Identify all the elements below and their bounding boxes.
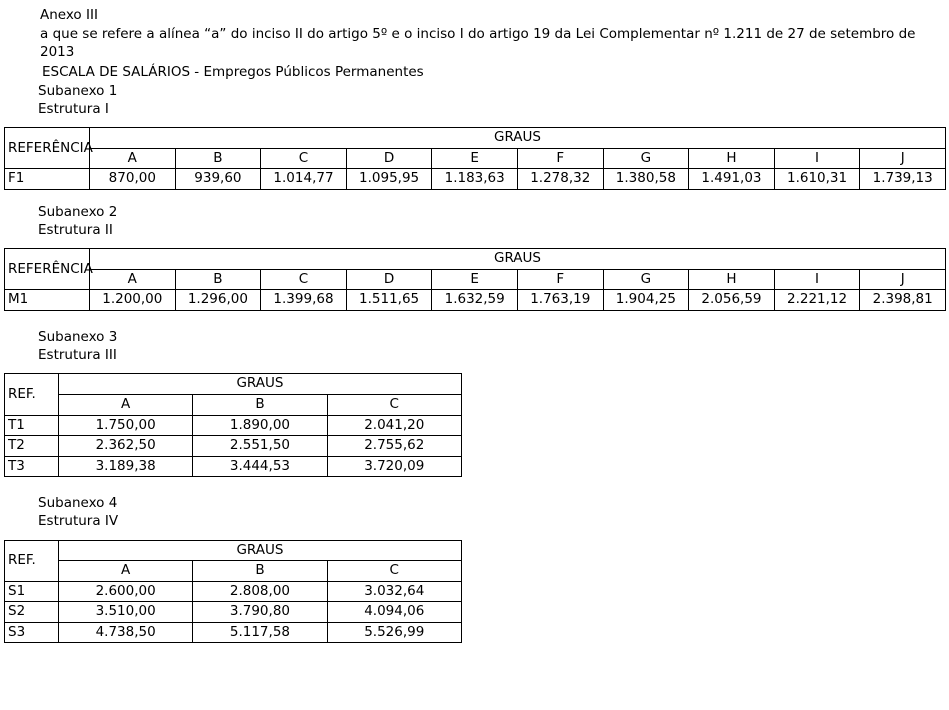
document-header [0, 0, 949, 81]
table-row [5, 169, 946, 190]
salary-cell: 1.200,00 [90, 290, 176, 311]
salary-table-4 [4, 540, 462, 644]
salary-table-3-wrapper [0, 373, 949, 477]
salary-cell: 2.362,50 [59, 436, 193, 457]
table-row [5, 269, 946, 290]
annex-subtitle: ESCALA DE SALÁRIOS - Empregos Públicos Permanentes [42, 63, 424, 80]
ref-header-3: REF. [5, 374, 59, 415]
salary-cell: 870,00 [90, 169, 176, 190]
grade-header: C [261, 269, 347, 290]
salary-cell: 3.444,53 [193, 456, 327, 477]
graus-header-1: GRAUS [90, 128, 946, 149]
graus-header-3: GRAUS [59, 374, 462, 395]
grade-header: B [175, 148, 261, 169]
row-ref: T2 [5, 436, 59, 457]
ref-header-2: REFERÊNCIA [5, 249, 90, 290]
grade-header: C [261, 148, 347, 169]
salary-cell: 1.632,59 [432, 290, 518, 311]
salary-cell: 3.790,80 [193, 602, 327, 623]
salary-table-2 [4, 248, 946, 311]
salary-cell: 2.398,81 [860, 290, 946, 311]
subanexo-label-4: Subanexo 4 [38, 495, 118, 512]
row-ref: S1 [5, 581, 59, 602]
table-row [5, 395, 462, 416]
salary-cell: 1.014,77 [261, 169, 347, 190]
grade-header: B [193, 395, 327, 416]
table-row [5, 148, 946, 169]
grade-header: E [432, 269, 518, 290]
salary-cell: 939,60 [175, 169, 261, 190]
salary-cell: 3.720,09 [327, 456, 461, 477]
row-ref: S3 [5, 622, 59, 643]
salary-cell: 2.056,59 [689, 290, 775, 311]
grade-header: G [603, 269, 689, 290]
salary-cell: 1.763,19 [517, 290, 603, 311]
section-subanexo-1 [0, 82, 949, 190]
row-ref: T1 [5, 415, 59, 436]
grade-header: D [346, 269, 432, 290]
ref-header-1: REFERÊNCIA [5, 128, 90, 169]
subanexo-label-2: Subanexo 2 [38, 203, 118, 220]
salary-cell: 4.738,50 [59, 622, 193, 643]
grade-header: D [346, 148, 432, 169]
table-row [5, 249, 946, 270]
table-row [5, 290, 946, 311]
subanexo-label-1: Subanexo 1 [38, 82, 118, 99]
salary-cell: 2.041,20 [327, 415, 461, 436]
salary-cell: 1.890,00 [193, 415, 327, 436]
table-row [5, 436, 462, 457]
estrutura-label-4: Estrutura IV [38, 513, 119, 530]
salary-cell: 1.610,31 [774, 169, 860, 190]
salary-cell: 1.380,58 [603, 169, 689, 190]
row-ref: T3 [5, 456, 59, 477]
salary-cell: 1.511,65 [346, 290, 432, 311]
salary-cell: 1.278,32 [517, 169, 603, 190]
grade-header: A [59, 395, 193, 416]
salary-cell: 2.551,50 [193, 436, 327, 457]
salary-cell: 1.296,00 [175, 290, 261, 311]
table-row [5, 415, 462, 436]
table-row [5, 561, 462, 582]
grade-header: J [860, 148, 946, 169]
estrutura-label-3: Estrutura III [38, 347, 117, 364]
table-row [5, 456, 462, 477]
section-subanexo-2 [0, 203, 949, 311]
table-row [5, 128, 946, 149]
graus-header-2: GRAUS [90, 249, 946, 270]
annex-title: Anexo III [40, 7, 98, 23]
salary-cell: 1.183,63 [432, 169, 518, 190]
salary-cell: 1.904,25 [603, 290, 689, 311]
salary-table-3 [4, 373, 462, 477]
grade-header: C [327, 561, 461, 582]
grade-header: C [327, 395, 461, 416]
estrutura-label-1: Estrutura I [38, 101, 109, 118]
grade-header: I [774, 148, 860, 169]
salary-cell: 1.399,68 [261, 290, 347, 311]
salary-table-4-wrapper [0, 540, 949, 644]
salary-cell: 2.808,00 [193, 581, 327, 602]
grade-header: G [603, 148, 689, 169]
row-ref: F1 [5, 169, 90, 190]
salary-cell: 5.117,58 [193, 622, 327, 643]
grade-header: J [860, 269, 946, 290]
grade-header: H [689, 269, 775, 290]
salary-table-2-wrapper [0, 248, 949, 311]
salary-cell: 2.755,62 [327, 436, 461, 457]
grade-header: B [175, 269, 261, 290]
annex-reference-text: a que se refere a alínea “a” do inciso II do artigo 5º e o inciso I do artigo 19 da Lei Complementar nº 1.211 de 27 de setembro de 2013 [40, 26, 916, 61]
table-row [5, 540, 462, 561]
section-subanexo-4 [0, 494, 949, 643]
table-row [5, 602, 462, 623]
salary-cell: 1.491,03 [689, 169, 775, 190]
section-subanexo-3 [0, 328, 949, 477]
ref-header-4: REF. [5, 540, 59, 581]
salary-cell: 3.032,64 [327, 581, 461, 602]
grade-header: H [689, 148, 775, 169]
salary-cell: 4.094,06 [327, 602, 461, 623]
grade-header: A [90, 148, 176, 169]
salary-cell: 5.526,99 [327, 622, 461, 643]
salary-cell: 3.510,00 [59, 602, 193, 623]
salary-cell: 2.600,00 [59, 581, 193, 602]
salary-table-1 [4, 127, 946, 190]
row-ref: M1 [5, 290, 90, 311]
grade-header: F [517, 148, 603, 169]
grade-header: F [517, 269, 603, 290]
salary-cell: 2.221,12 [774, 290, 860, 311]
table-row [5, 374, 462, 395]
salary-cell: 1.095,95 [346, 169, 432, 190]
salary-cell: 1.739,13 [860, 169, 946, 190]
salary-cell: 3.189,38 [59, 456, 193, 477]
salary-cell: 1.750,00 [59, 415, 193, 436]
table-row [5, 581, 462, 602]
subanexo-label-3: Subanexo 3 [38, 329, 118, 346]
row-ref: S2 [5, 602, 59, 623]
grade-header: E [432, 148, 518, 169]
salary-table-1-wrapper [0, 127, 949, 190]
grade-header: B [193, 561, 327, 582]
estrutura-label-2: Estrutura II [38, 222, 113, 239]
grade-header: A [59, 561, 193, 582]
graus-header-4: GRAUS [59, 540, 462, 561]
table-row [5, 622, 462, 643]
grade-header: I [774, 269, 860, 290]
grade-header: A [90, 269, 176, 290]
